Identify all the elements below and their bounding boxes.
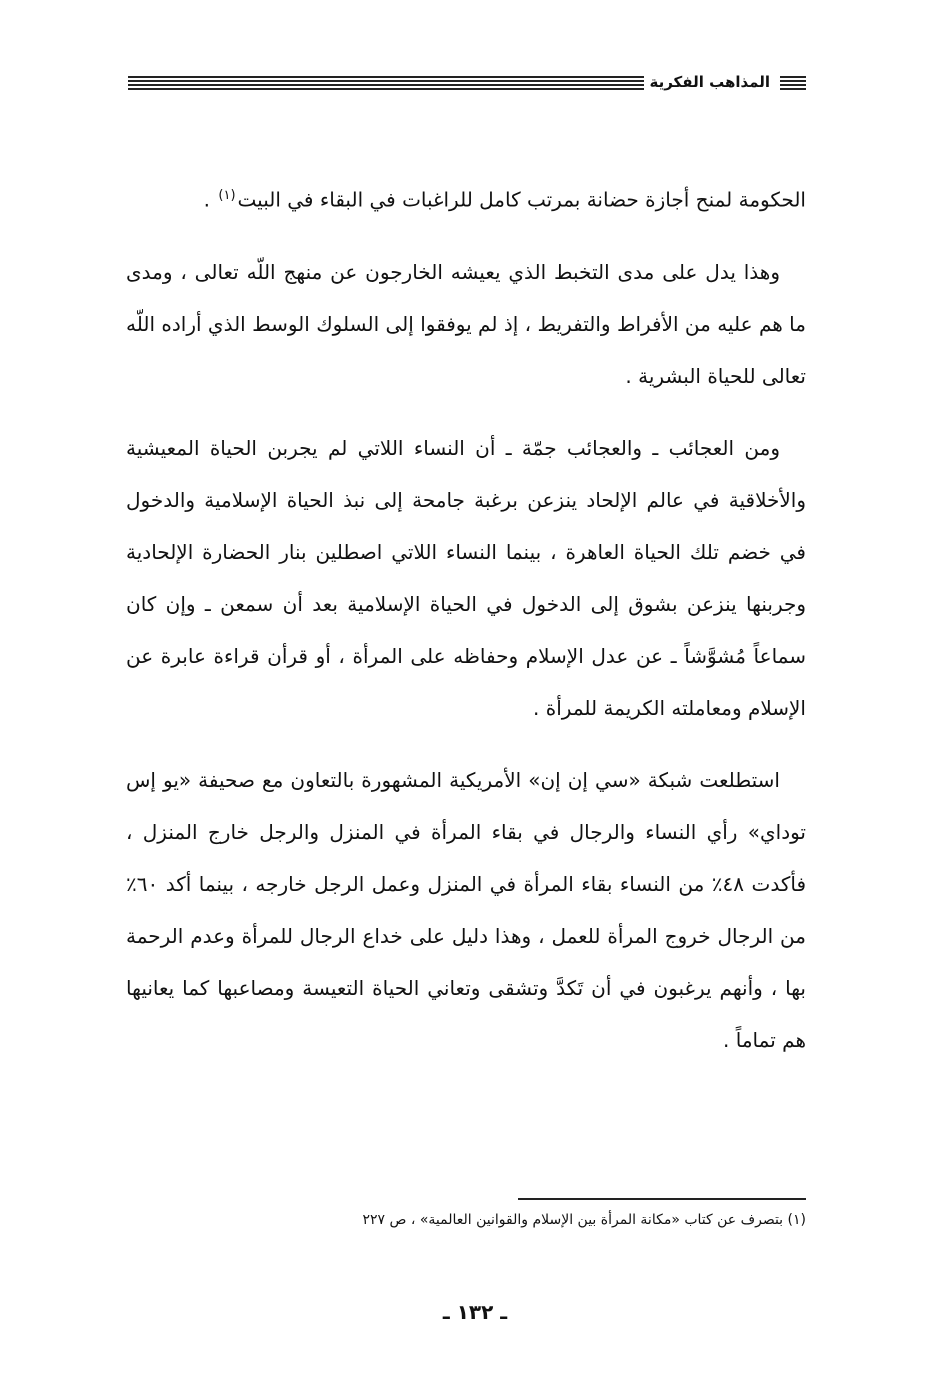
footnote: (١) بتصرف عن كتاب «مكانة المرأة بين الإسلام والقوانين العالمية» ، ص ٢٢٧ [362,1212,806,1228]
page-body [126,170,806,1086]
paragraph-3: ومن العجائب ـ والعجائب جمّة ـ أن النساء اللاتي لم يجربن الحياة المعيشية والأخلاقية في عالم الإلحاد ينزعن برغبة جامحة إلى نبذ الحياة الإسلامية والدخول في خضم تلك الحياة العاهرة ، بينما النساء اللاتي اصطلين بنار الحضارة الإلحادية وجربنها ينزعن بشوق إلى الدخول في الحياة الإسلامية بعد أن سمعن ـ وإن كان سماعاً مُشوَّشاً ـ عن عدل الإسلام وحفاظه على المرأة ، أو قرأن قراءة عابرة عن الإسلام ومعاملته الكريمة للمرأة . [126,435,806,720]
header-title: المذاهب الفكرية [644,73,777,91]
paragraph-1 [126,170,806,226]
paragraph-1-text: الحكومة لمنح أجازة حضانة بمرتب كامل للراغبات في البقاء في البيت [237,187,806,212]
footnote-marker: (١) [218,188,236,203]
paragraph-4: استطلعت شبكة «سي إن إن» الأمريكية المشهورة بالتعاون مع صحيفة «يو إس توداي» رأي النساء والرجال في بقاء المرأة في المنزل والرجل خارج المنزل ، فأكدت ٤٨٪ من النساء بقاء المرأة في المنزل وعمل الرجل خارجه ، بينما أكد ٦٠٪ من الرجال خروج المرأة للعمل ، وهذا دليل على خداع الرجال للمرأة وعدم الرحمة بها ، وأنهم يرغبون في أن تَكدَّ وتشقى وتعاني الحياة التعيسة ومصاعبها كما يعانيها هم تماماً . [126,767,806,1052]
paragraph-2: وهذا يدل على مدى التخبط الذي يعيشه الخارجون عن منهج اللّه تعالى ، ومدى ما هم عليه من الأفراط والتفريط ، إذ لم يوفقوا إلى السلوك الوسط الذي أراده اللّه تعالى للحياة البشرية . [126,259,806,388]
running-header [128,72,806,98]
footnote-separator [518,1198,806,1200]
paragraph-1-end: . [203,187,211,212]
page-number: ـ ١٣٢ ـ [442,1300,508,1324]
header-rule-lines [128,76,646,92]
header-lines-icon [780,76,806,92]
